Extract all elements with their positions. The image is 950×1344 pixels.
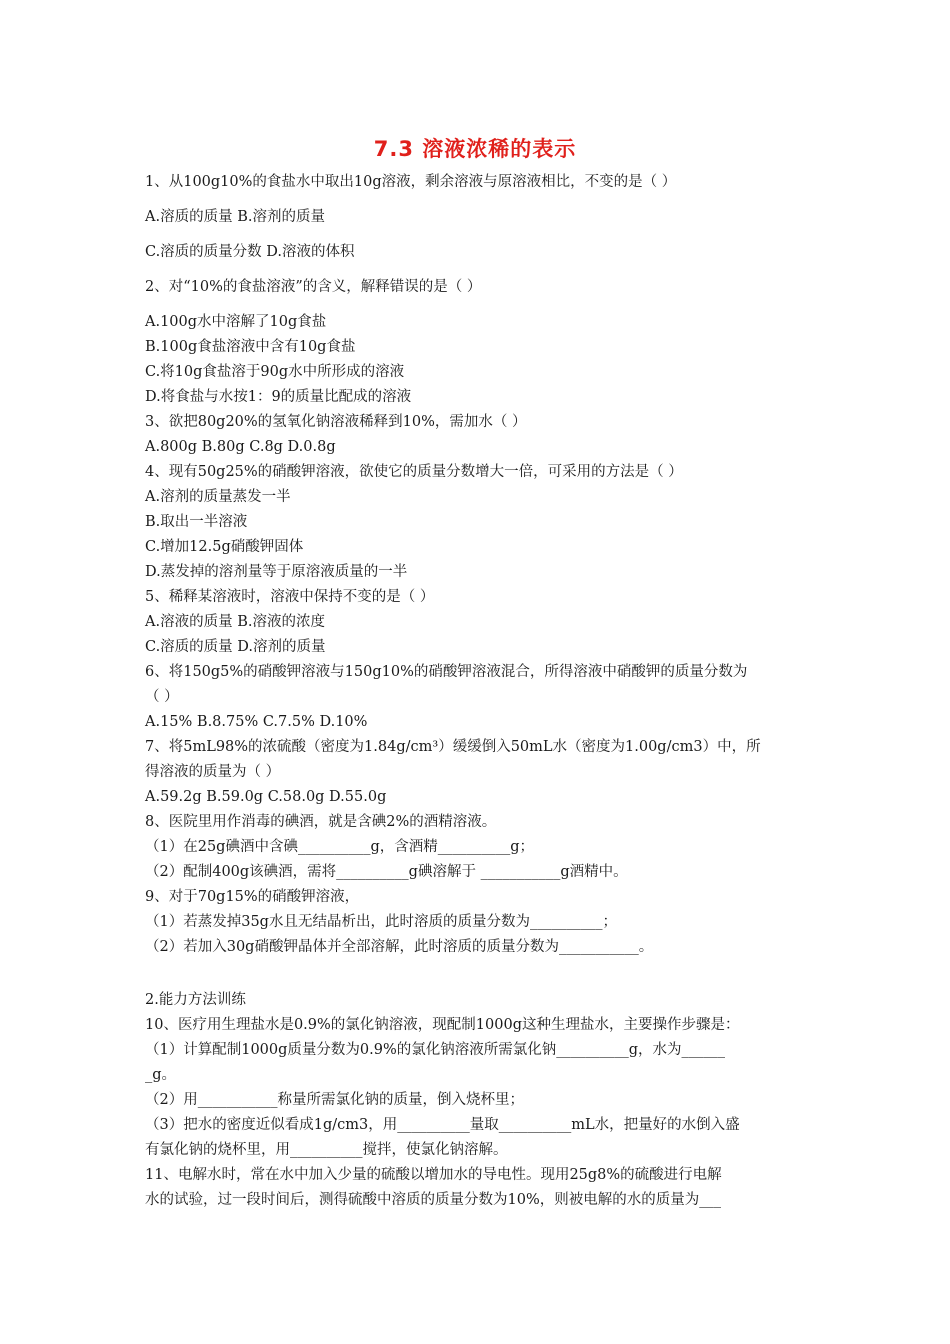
question-1: 1、从100g10%的食盐水中取出10g溶液，剩余溶液与原溶液相比，不变的是（ ） bbox=[145, 174, 677, 190]
q4-option-a: A.溶剂的质量蒸发一半 bbox=[145, 489, 291, 505]
q10-part-1-cont: _g。 bbox=[145, 1067, 177, 1083]
q7-options: A.59.2g B.59.0g C.58.0g D.55.0g bbox=[145, 789, 387, 805]
question-11: 11、电解水时，常在水中加入少量的硫酸以增加水的导电性。现用25g8%的硫酸进行电解 bbox=[145, 1167, 722, 1183]
q2-option-c: C.将10g食盐溶于90g水中所形成的溶液 bbox=[145, 364, 405, 380]
q1-options-cd: C.溶质的质量分数 D.溶液的体积 bbox=[145, 244, 355, 260]
question-8: 8、医院里用作消毒的碘酒，就是含碘2%的酒精溶液。 bbox=[145, 814, 497, 830]
q4-option-d: D.蒸发掉的溶剂量等于原溶液质量的一半 bbox=[145, 564, 408, 580]
section-heading: 2.能力方法训练 bbox=[145, 992, 246, 1008]
question-4: 4、现有50g25%的硝酸钾溶液，欲使它的质量分数增大一倍，可采用的方法是（ ） bbox=[145, 464, 683, 480]
question-10: 10、医疗用生理盐水是0.9%的氯化钠溶液，现配制1000g这种生理盐水，主要操作步骤是： bbox=[145, 1017, 740, 1033]
page-title: 7.3 溶液浓稀的表示 bbox=[373, 137, 577, 161]
q9-part-2: （2）若加入30g硝酸钾晶体并全部溶解，此时溶质的质量分数为___________。 bbox=[145, 939, 654, 955]
question-5: 5、稀释某溶液时，溶液中保持不变的是（ ） bbox=[145, 589, 435, 605]
q10-part-1: （1）计算配制1000g质量分数为0.9%的氯化钠溶液所需氯化钠__________g，水为______ bbox=[145, 1042, 726, 1058]
question-7: 7、将5mL98%的浓硫酸（密度为1.84g/cm³）缓缓倒入50mL水（密度为1.00g/cm3）中，所 bbox=[145, 739, 761, 755]
q8-part-1: （1）在25g碘酒中含碘__________g，含酒精__________g； bbox=[145, 839, 535, 855]
q5-options-ab: A.溶液的质量 B.溶液的浓度 bbox=[145, 614, 325, 630]
q9-part-1: （1）若蒸发掉35g水且无结晶析出，此时溶质的质量分数为__________； bbox=[145, 914, 617, 930]
q5-options-cd: C.溶质的质量 D.溶剂的质量 bbox=[145, 639, 326, 655]
q3-options: A.800g B.80g C.8g D.0.8g bbox=[145, 439, 336, 455]
question-3: 3、欲把80g20%的氢氧化钠溶液稀释到10%，需加水（ ） bbox=[145, 414, 527, 430]
document-body bbox=[145, 170, 815, 1213]
q4-option-b: B.取出一半溶液 bbox=[145, 514, 248, 530]
q10-part-3-cont: 有氯化钠的烧杯里，用__________搅拌，使氯化钠溶解。 bbox=[145, 1142, 508, 1158]
question-9: 9、对于70g15%的硝酸钾溶液， bbox=[145, 889, 360, 905]
question-7-cont: 得溶液的质量为（ ） bbox=[145, 764, 281, 780]
question-2: 2、对“10%的食盐溶液”的含义，解释错误的是（ ） bbox=[145, 279, 482, 295]
question-11-cont: 水的试验，过一段时间后，测得硫酸中溶质的质量分数为10%，则被电解的水的质量为___ bbox=[145, 1192, 721, 1208]
q10-part-2: （2）用___________称量所需氯化钠的质量，倒入烧杯里； bbox=[145, 1092, 524, 1108]
q10-part-3: （3）把水的密度近似看成1g/cm3，用__________量取__________mL水，把量好的水倒入盛 bbox=[145, 1117, 740, 1133]
q2-option-a: A.100g水中溶解了10g食盐 bbox=[145, 314, 327, 330]
q1-options-ab: A.溶质的质量 B.溶剂的质量 bbox=[145, 209, 325, 225]
q2-option-d: D.将食盐与水按1：9的质量比配成的溶液 bbox=[145, 389, 412, 405]
q6-options: A.15% B.8.75% C.7.5% D.10% bbox=[145, 714, 368, 730]
q4-option-c: C.增加12.5g硝酸钾固体 bbox=[145, 539, 304, 555]
question-6: 6、将150g5%的硝酸钾溶液与150g10%的硝酸钾溶液混合，所得溶液中硝酸钾的质量分数为 bbox=[145, 664, 748, 680]
question-6-cont: （ ） bbox=[145, 689, 179, 705]
q8-part-2: （2）配制400g该碘酒，需将__________g碘溶解于 ___________g酒精中。 bbox=[145, 864, 628, 880]
q2-option-b: B.100g食盐溶液中含有10g食盐 bbox=[145, 339, 356, 355]
